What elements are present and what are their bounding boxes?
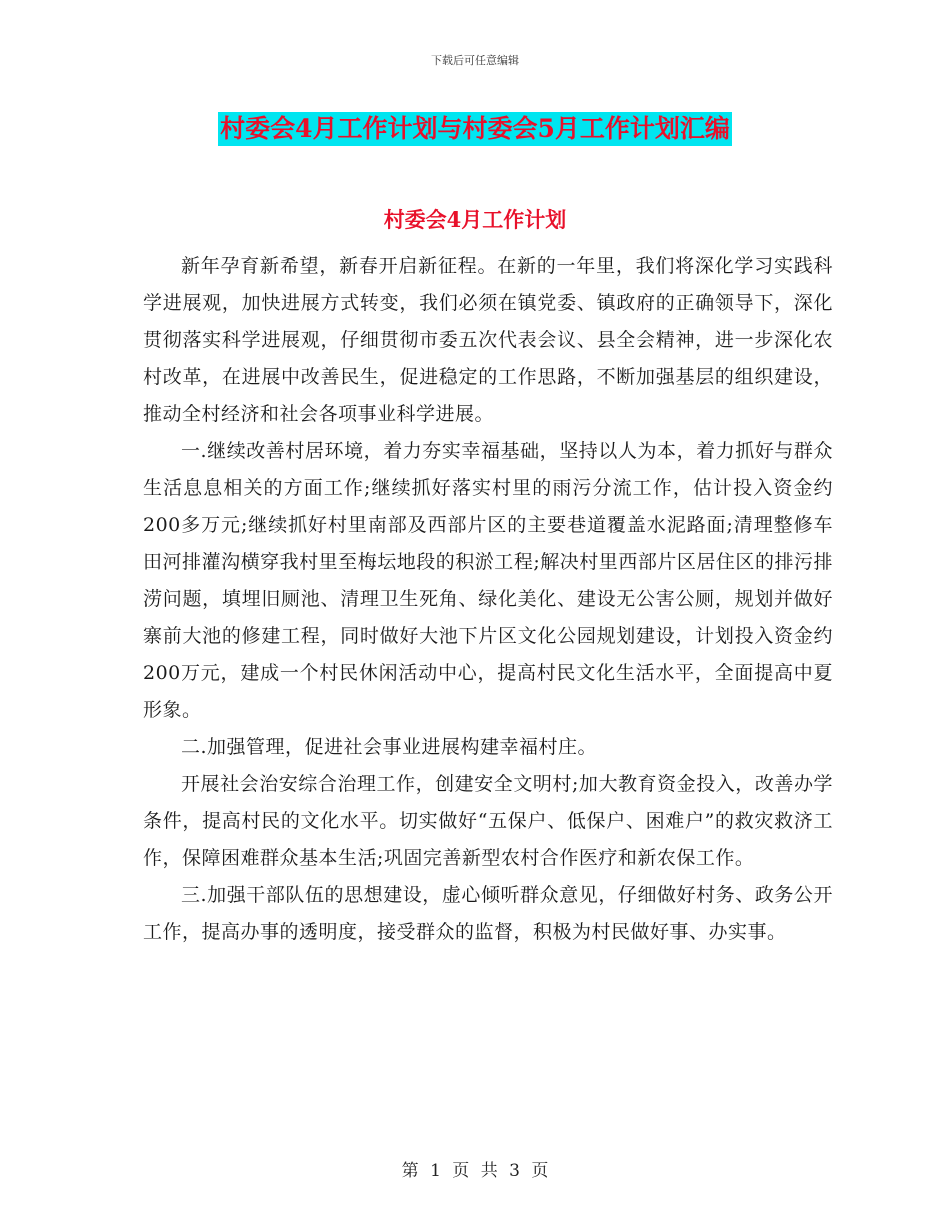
document-body [143,248,833,951]
paragraph-item-3: 三.加强干部队伍的思想建设，虚心倾听群众意见，仔细做好村务、政务公开工作，提高办事的透明度，接受群众的监督，积极为村民做好事、办实事。 [143,884,833,943]
main-title: 村委会4月工作计划与村委会5月工作计划汇编 [218,112,732,146]
paragraph-intro: 新年孕育新希望，新春开启新征程。在新的一年里，我们将深化学习实践科学进展观，加快进展方式转变，我们必须在镇党委、镇政府的正确领导下，深化贯彻落实科学进展观，仔细贯彻市委五次代表会议、县全会精神，进一步深化农村改革，在进展中改善民生，促进稳定的工作思路，不断加强基层的组织建设，推动全村经济和社会各项事业科学进展。 [143,255,833,425]
paragraph-item-2-heading: 二.加强管理，促进社会事业进展构建幸福村庄。 [181,736,598,758]
paragraph-item-2-body: 开展社会治安综合治理工作，创建安全文明村;加大教育资金投入，改善办学条件，提高村民的文化水平。切实做好“五保户、低保户、困难户”的救灾救济工作，保障困难群众基本生活;巩固完善新型农村合作医疗和新农保工作。 [143,773,833,869]
page-number-footer: 第 1 页 共 3 页 [401,1161,549,1181]
paragraph-item-1: 一.继续改善村居环境，着力夯实幸福基础，坚持以人为本，着力抓好与群众生活息息相关的方面工作;继续抓好落实村里的雨污分流工作，估计投入资金约200多万元;继续抓好村里南部及西部片区的主要巷道覆盖水泥路面;清理整修车田河排灌沟横穿我村里至梅坛地段的积淤工程;解决村里西部片区居住区的排污排涝问题，填埋旧厕池、清理卫生死角、绿化美化、建设无公害公厕，规划并做好寨前大池的修建工程，同时做好大池下片区文化公园规划建设，计划投入资金约200万元，建成一个村民休闲活动中心，提高村民文化生活水平，全面提高中夏形象。 [143,440,833,721]
section-title: 村委会4月工作计划 [383,207,567,232]
main-title-container [0,112,950,146]
header-note: 下载后可任意编辑 [431,54,519,67]
